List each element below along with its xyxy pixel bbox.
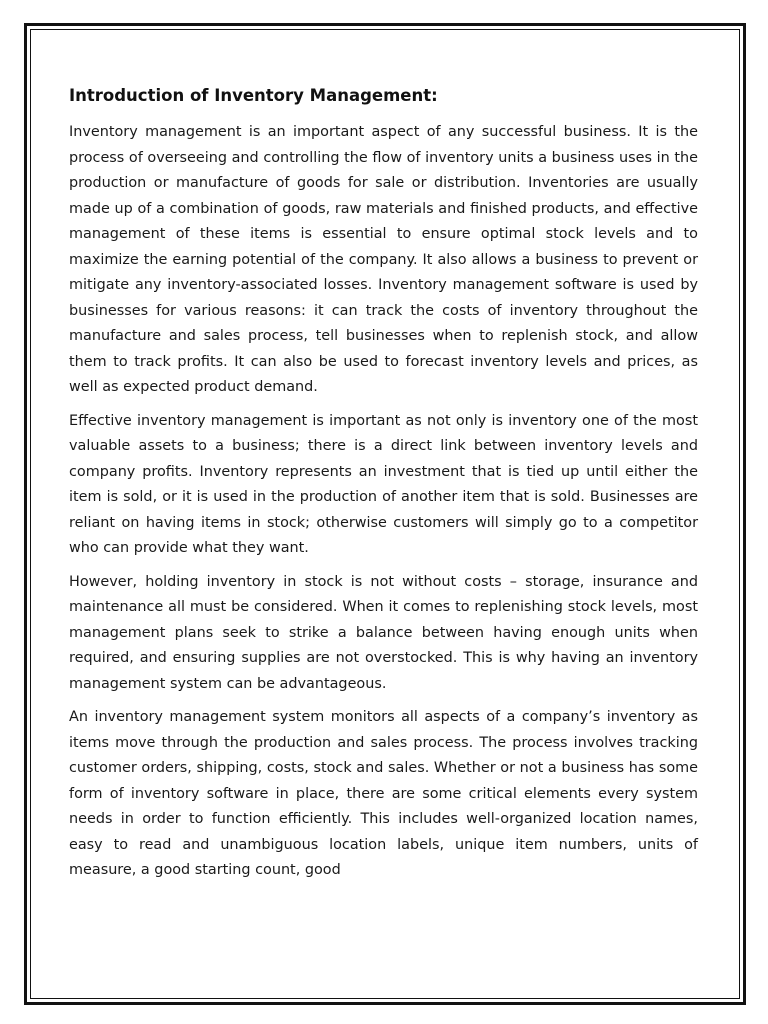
paragraph-3: However, holding inventory in stock is not without costs – storage, insurance and maintenance all must be considered. When it comes to replenishing stock levels, most management plans seek to strike a balance between having enough units when required, and ensuring supplies are not overstocked. This is why having an inventory management system can be advantageous. xyxy=(69,573,698,692)
paragraph-1: Inventory management is an important aspect of any successful business. It is the process of overseeing and controlling the flow of inventory units a business uses in the production or manufacture of goods for sale or distribution. Inventories are usually made up of a combination of goods, raw materials and finished products, and effective management of these items is essential to ensure optimal stock levels and to maximize the earning potential of the company. It also allows a business to prevent or mitigate any inventory-associated losses. Inventory management software is used by businesses for various reasons: it can track the costs of inventory throughout the manufacture and sales process, tell businesses when to replenish stock, and allow them to track profits. It can also be used to forecast inventory levels and prices, as well as expected product demand. xyxy=(69,124,698,395)
paragraph-4: An inventory management system monitors all aspects of a company’s inventory as items move through the production and sales process. The process involves tracking customer orders, shipping, costs, stock and sales. Whether or not a business has some form of inventory software in place, there are some critical elements every system needs in order to function efficiently. This includes well-organized location names, easy to read and unambiguous location labels, unique item numbers, units of measure, a good starting count, good xyxy=(69,709,698,878)
paragraph-2: Effective inventory management is important as not only is inventory one of the most valuable assets to a business; there is a direct link between inventory levels and company profits. Inventory represents an investment that is tied up until either the item is sold, or it is used in the production of another item that is sold. Businesses are reliant on having items in stock; otherwise customers will simply go to a competitor who can provide what they want. xyxy=(69,412,698,556)
document-body xyxy=(69,84,698,892)
document-title: Introduction of Inventory Management: xyxy=(69,86,438,105)
